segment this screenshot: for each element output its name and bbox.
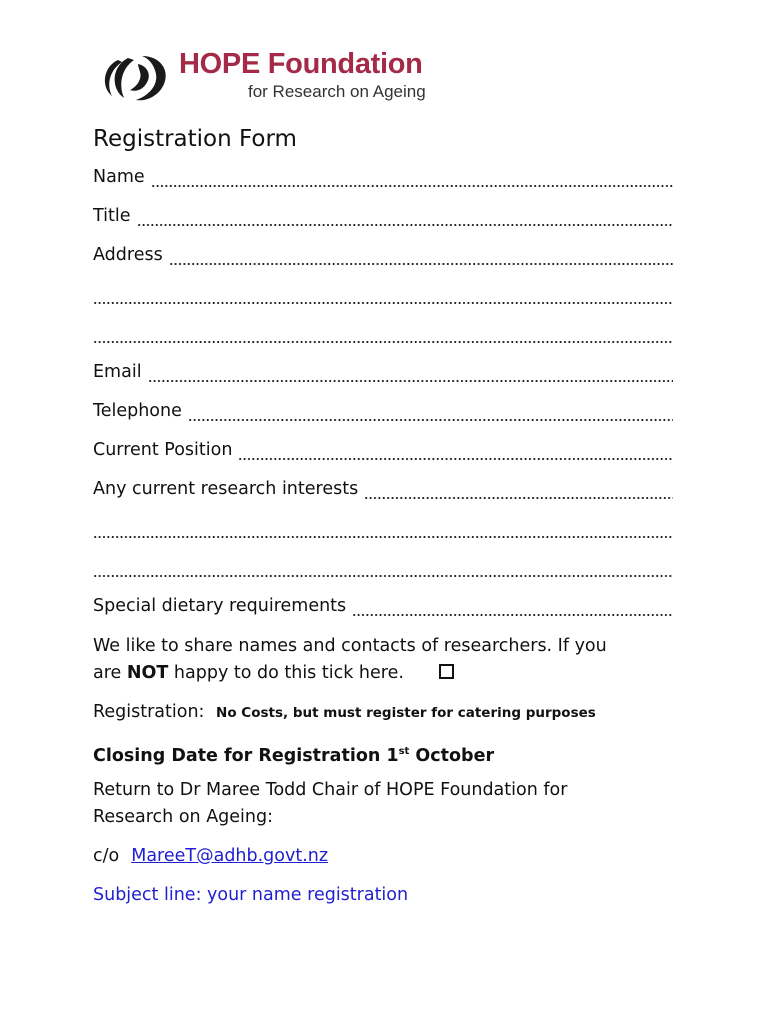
address-line-3[interactable]: [93, 323, 673, 347]
dotted-line: [93, 558, 673, 578]
email-link[interactable]: MareeT@adhb.govt.nz: [131, 846, 329, 866]
co-label: c/o: [93, 846, 120, 866]
return-instructions: [93, 777, 693, 831]
contact-line: [93, 843, 693, 870]
registration-info: [93, 699, 693, 727]
research-interests-line-3[interactable]: [93, 557, 673, 581]
subject-line: Subject line: your name registration: [93, 885, 409, 905]
registration-note: No Costs, but must register for catering purposes: [216, 705, 596, 721]
field-label: Current Position: [93, 440, 233, 460]
field-label: Any current research interests: [93, 479, 359, 499]
dotted-line: [151, 168, 673, 188]
field-label: Telephone: [93, 401, 182, 421]
current-position-field[interactable]: [93, 440, 673, 464]
dotted-line: [188, 402, 673, 422]
dotted-line: [93, 324, 673, 344]
dotted-line: [238, 441, 673, 461]
return-line-1: Return to Dr Maree Todd Chair of HOPE Foundation for: [93, 780, 568, 800]
title-field[interactable]: [93, 206, 673, 230]
share-opt-out-checkbox[interactable]: [439, 664, 454, 679]
closing-date: [93, 738, 693, 770]
name-field[interactable]: [93, 167, 673, 191]
dietary-requirements-field[interactable]: [93, 596, 673, 620]
address-field[interactable]: [93, 245, 673, 269]
closing-date-text: Closing Date for Registration 1: [93, 745, 399, 766]
dotted-line: [364, 480, 673, 500]
research-interests-field[interactable]: [93, 479, 673, 503]
registration-label: Registration:: [93, 702, 205, 722]
field-label: Name: [93, 167, 145, 187]
field-label: Email: [93, 362, 142, 382]
dotted-line: [93, 519, 673, 539]
org-name: HOPE Foundation: [179, 48, 423, 80]
share-line-2-post: happy to do this tick here.: [168, 663, 404, 683]
research-interests-line-2[interactable]: [93, 518, 673, 542]
email-field[interactable]: [93, 362, 673, 386]
share-consent-text: [93, 633, 693, 687]
dotted-line: [352, 597, 673, 617]
hope-swoosh-logo-icon: [98, 52, 172, 104]
dotted-line: [137, 207, 673, 227]
closing-date-suffix: st: [398, 746, 410, 757]
field-label: Address: [93, 245, 163, 265]
share-line-1: We like to share names and contacts of researchers. If you: [93, 636, 607, 656]
share-not-bold: NOT: [126, 663, 169, 683]
closing-date-month: October: [409, 745, 495, 766]
hope-foundation-logo: [98, 50, 458, 106]
dotted-line: [93, 285, 673, 305]
dotted-line: [169, 246, 673, 266]
dotted-line: [148, 363, 673, 383]
org-subtitle: for Research on Ageing: [248, 82, 426, 101]
form-title: Registration Form: [93, 126, 297, 152]
share-line-2-pre: are: [93, 663, 127, 683]
telephone-field[interactable]: [93, 401, 673, 425]
return-line-2: Research on Ageing:: [93, 807, 273, 827]
address-line-2[interactable]: [93, 284, 673, 308]
field-label: Title: [93, 206, 131, 226]
field-label: Special dietary requirements: [93, 596, 347, 616]
